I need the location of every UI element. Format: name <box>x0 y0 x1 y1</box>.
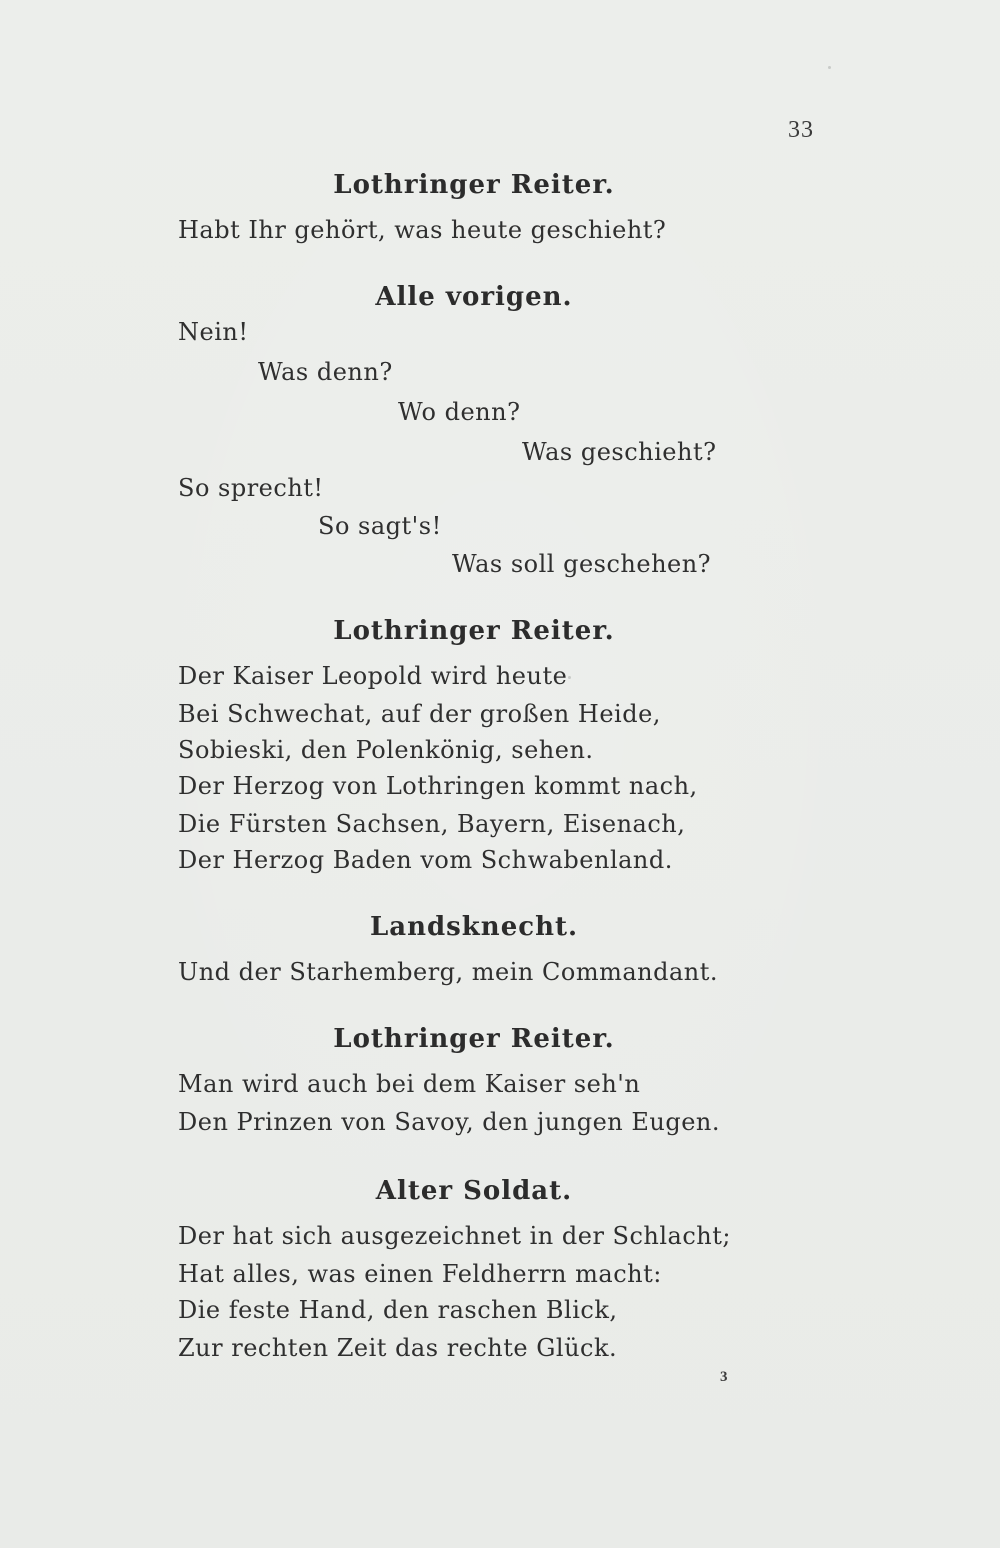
verse-line: Der Kaiser Leopold wird heute <box>178 662 568 690</box>
verse-line: Nein! <box>178 318 249 346</box>
speaker-heading: Landsknecht. <box>369 912 579 942</box>
speaker-heading: Alter Soldat. <box>375 1176 573 1206</box>
verse-line: So sagt's! <box>318 512 442 540</box>
paper-speck <box>828 66 831 69</box>
verse-line: Der Herzog Baden vom Schwabenland. <box>178 846 673 874</box>
verse-line: Sobieski, den Polenkönig, sehen. <box>178 736 594 764</box>
verse-line: Und der Starhemberg, mein Commandant. <box>178 958 719 986</box>
printer-signature-mark: 3 <box>720 1369 728 1385</box>
verse-line: Wo denn? <box>398 398 521 426</box>
verse-line: Die feste Hand, den raschen Blick, <box>178 1296 618 1324</box>
speaker-heading: Lothringer Reiter. <box>333 170 615 200</box>
verse-line: Der Herzog von Lothringen kommt nach, <box>178 772 698 800</box>
verse-line: So sprecht! <box>178 474 324 502</box>
verse-line: Die Fürsten Sachsen, Bayern, Eisenach, <box>178 810 686 838</box>
verse-line: Zur rechten Zeit das rechte Glück. <box>178 1334 618 1362</box>
speaker-heading: Alle vorigen. <box>375 282 573 312</box>
verse-line: Den Prinzen von Savoy, den jungen Eugen. <box>178 1108 720 1136</box>
speaker-heading: Lothringer Reiter. <box>333 616 615 646</box>
verse-line: Man wird auch bei dem Kaiser seh'n <box>178 1070 641 1098</box>
page-number: 33 <box>788 117 814 143</box>
verse-line: Der hat sich ausgezeichnet in der Schlacht; <box>178 1222 731 1250</box>
speaker-heading: Lothringer Reiter. <box>333 1024 615 1054</box>
paper-speck <box>568 676 571 679</box>
verse-line: Hat alles, was einen Feldherrn macht: <box>178 1260 662 1288</box>
verse-line: Bei Schwechat, auf der großen Heide, <box>178 700 661 728</box>
verse-line: Was denn? <box>258 358 393 386</box>
verse-line: Habt Ihr gehört, was heute geschieht? <box>178 216 667 244</box>
verse-line: Was geschieht? <box>522 438 717 466</box>
verse-line: Was soll geschehen? <box>452 550 712 578</box>
